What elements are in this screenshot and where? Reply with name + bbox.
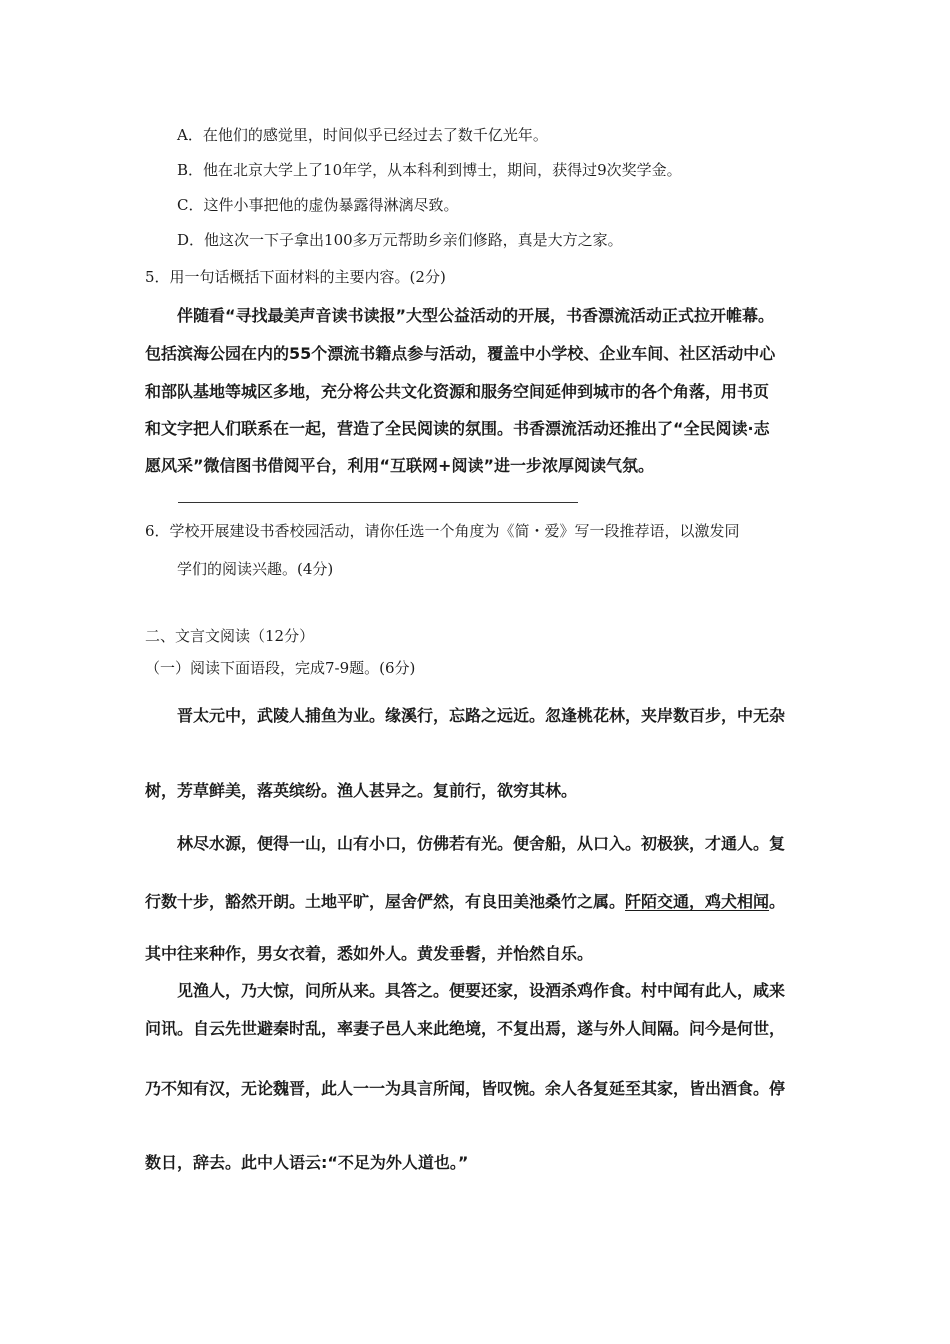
q5-material-line: 和部队基地等城区多地，充分将公共文化资源和服务空间延伸到城市的各个角落，用书页 bbox=[145, 382, 770, 401]
option-c: C．这件小事把他的虚伪暴露得淋漓尽致。 bbox=[177, 196, 459, 214]
passage-line: 林尽水源，便得一山，山有小口，仿佛若有光。便舍船，从口入。初极狭，才通人。复 bbox=[177, 834, 786, 853]
question-5-prompt: 5．用一句话概括下面材料的主要内容。(2分) bbox=[145, 268, 446, 286]
passage-line: 见渔人，乃大惊，问所从来。具答之。便要还家，设酒杀鸡作食。村中闻有此人，咸来 bbox=[177, 981, 786, 1000]
q5-material-line: 伴随看“寻找最美声音读书读报”大型公益活动的开展，书香漂流活动正式拉开帷幕。 bbox=[177, 306, 775, 325]
passage-line: 树，芳草鲜美，落英缤纷。渔人甚异之。复前行，欲穷其林。 bbox=[145, 781, 578, 800]
section-2-title: 二、文言文阅读（12分） bbox=[145, 627, 315, 645]
underlined-sentence: 阡陌交通，鸡犬相闻 bbox=[625, 892, 770, 911]
option-b: B．他在北京大学上了10年学，从本科利到博士，期间，获得过9次奖学金。 bbox=[177, 161, 682, 179]
q5-material-line: 包括滨海公园在内的55个漂流书籍点参与活动，覆盖中小学校、企业车间、社区活动中心 bbox=[145, 344, 776, 363]
passage-line: 其中往来种作，男女衣着，悉如外人。黄发垂髫，并怡然自乐。 bbox=[145, 944, 594, 963]
passage-line-with-underline bbox=[145, 889, 785, 912]
passage-text: 行数十步，豁然开朗。土地平旷，屋舍俨然，有良田美池桑竹之属。 bbox=[145, 892, 626, 911]
option-a: A．在他们的感觉里，时间似乎已经过去了数千亿光年。 bbox=[177, 126, 548, 144]
question-6-prompt-cont: 学们的阅读兴趣。(4分) bbox=[177, 560, 334, 578]
passage-line: 数日，辞去。此中人语云:“不足为外人道也。” bbox=[145, 1153, 469, 1172]
answer-blank-line[interactable] bbox=[178, 502, 578, 503]
section-2-subtitle: （一）阅读下面语段，完成7-9题。(6分) bbox=[145, 659, 416, 677]
q5-material-line: 愿风采”微信图书借阅平台，利用“互联网+阅读”进一步浓厚阅读气氛。 bbox=[145, 456, 654, 475]
passage-text: 。 bbox=[769, 892, 786, 911]
question-6-prompt: 6．学校开展建设书香校园活动，请你任选一个角度为《简・爱》写一段推荐语，以激发同 bbox=[145, 522, 740, 540]
passage-line: 晋太元中，武陵人捕鱼为业。缘溪行，忘路之远近。忽逢桃花林，夹岸数百步，中无杂 bbox=[177, 706, 786, 725]
passage-line: 乃不知有汉，无论魏晋，此人一一为具言所闻，皆叹惋。余人各复延至其家，皆出酒食。停 bbox=[145, 1079, 786, 1098]
q5-material-line: 和文字把人们联系在一起，营造了全民阅读的氛围。书香漂流活动还推出了“全民阅读·志 bbox=[145, 419, 770, 438]
option-d: D．他这次一下子拿出100多万元帮助乡亲们修路，真是大方之家。 bbox=[177, 231, 623, 249]
passage-line: 问讯。自云先世避秦时乱，率妻子邑人来此绝境，不复出焉，遂与外人间隔。问今是何世， bbox=[145, 1019, 786, 1038]
